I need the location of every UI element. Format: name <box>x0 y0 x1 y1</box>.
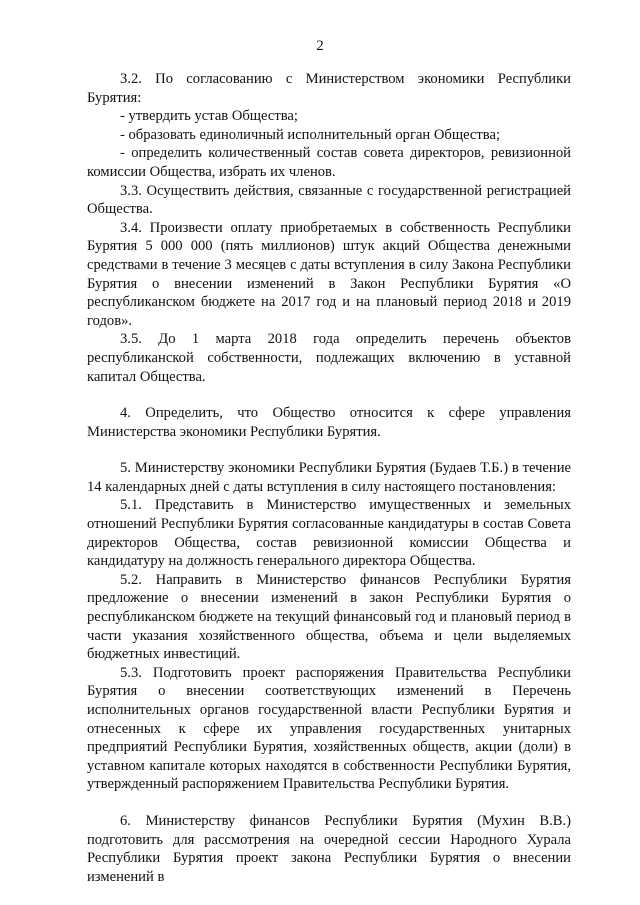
list-item-form-executive-body: - образовать единоличный исполнительный орган Общества; <box>120 126 501 143</box>
list-item-define-board: - определить количественный состав совета директоров, ревизионной комиссии Общества, избрать их членов. <box>87 145 571 180</box>
paragraph-4: 4. Определить, что Общество относится к сфере управления Министерства экономики Республики Бурятия. <box>87 405 571 440</box>
paragraph-5-1: 5.1. Представить в Министерство имущественных и земельных отношений Республики Бурятия согласованные кандидатуры в состав Совета директоров Общества, состав ревизионной комиссии Общества и кандидатуру на должность генерального директора Общества. <box>87 497 571 570</box>
paragraph-5-3: 5.3. Подготовить проект распоряжения Правительства Республики Бурятия о внесении соответствующих изменений в Перечень исполнительных органов государственной власти Республики Бурятия и отнесенных к сфере их управления государственных унитарных предприятий Республики Бурятия, хозяйственных обществ, акции (доли) в уставном капитале которых находятся в собственности Республики Бурятия, утвержденный распоряжением Правительства Республики Бурятия. <box>87 664 571 793</box>
paragraph-5-2: 5.2. Направить в Министерство финансов Республики Бурятия предложение о внесении изменений в закон Республики Бурятия о республиканском бюджете на текущий финансовый год и плановый период в части указания хозяйственного общества, объема и цели выделяемых бюджетных инвестиций. <box>87 571 571 663</box>
paragraph-6: 6. Министерству финансов Республики Бурятия (Мухин В.В.) подготовить для рассмотрения на очередной сессии Народного Хурала Республики Бурятия проект закона Республики Бурятия о внесении изменений в <box>87 812 571 885</box>
page-number: 2 <box>316 38 324 54</box>
paragraph-5: 5. Министерству экономики Республики Бурятия (Будаев Т.Б.) в течение 14 календарных дней с даты вступления в силу настоящего постановления: <box>87 460 571 495</box>
document-body <box>87 70 571 886</box>
paragraph-3-5: 3.5. До 1 марта 2018 года определить перечень объектов республиканской собственности, подлежащих включению в уставной капитал Общества. <box>87 331 571 385</box>
paragraph-3-3: 3.3. Осуществить действия, связанные с государственной регистрацией Общества. <box>87 182 571 218</box>
paragraph-3-4: 3.4. Произвести оплату приобретаемых в собственность Республики Бурятия 5 000 000 (пять миллионов) штук акций Общества денежными средствами в течение 3 месяцев с даты вступления в силу Закона Республики Бурятия о внесении изменений в Закон Республики Бурятия «О республиканском бюджете на 2017 год и на плановый период 2018 и 2019 годов». <box>87 219 571 329</box>
list-item-approve-charter: - утвердить устав Общества; <box>120 108 298 125</box>
paragraph-3-2: 3.2. По согласованию с Министерством экономики Республики Бурятия: <box>87 71 571 106</box>
